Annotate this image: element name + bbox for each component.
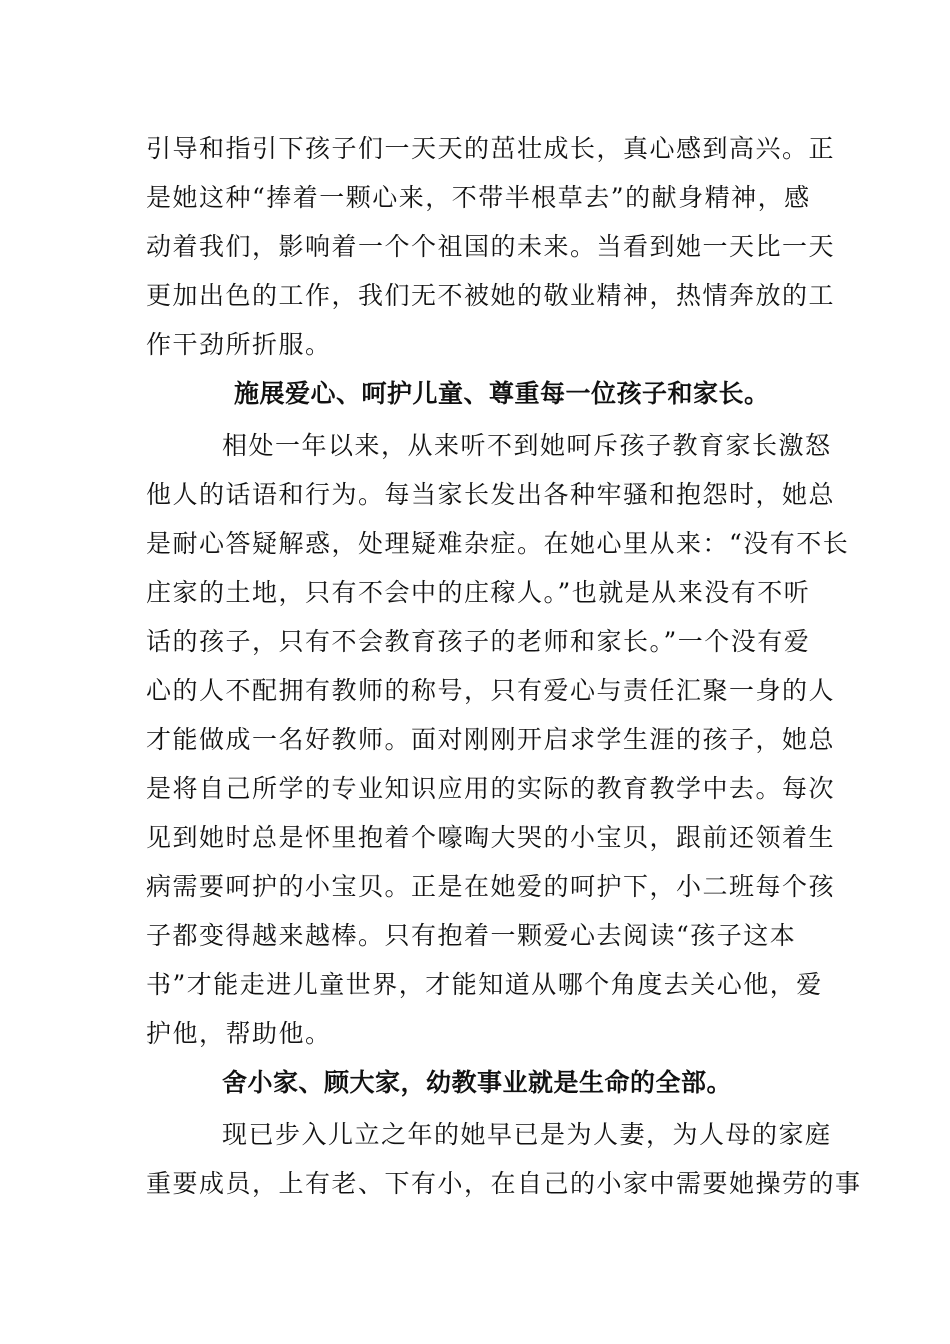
paragraph-line: 话的孩子，只有不会教育孩子的老师和家长。”一个没有爱 xyxy=(146,627,811,656)
paragraph-line: 是将自己所学的专业知识应用的实际的教育教学中去。每次 xyxy=(146,774,836,803)
paragraph-line: 动着我们，影响着一个个祖国的未来。当看到她一天比一天 xyxy=(146,232,836,261)
paragraph-line: 病需要呵护的小宝贝。正是在她爱的呵护下，小二班每个孩 xyxy=(146,872,836,901)
section-heading: 施展爱心、呵护儿童、尊重每一位孩子和家长。 xyxy=(234,379,770,408)
paragraph-line: 是她这种“捧着一颗心来，不带半根草去”的献身精神，感 xyxy=(146,183,811,212)
paragraph-line: 现已步入儿立之年的她早已是为人妻，为人母的家庭 xyxy=(222,1120,832,1149)
paragraph-line: 他人的话语和行为。每当家长发出各种牢骚和抱怨时，她总 xyxy=(146,480,836,509)
paragraph-line: 心的人不配拥有教师的称号，只有爱心与责任汇聚一身的人 xyxy=(146,676,836,705)
paragraph-line: 更加出色的工作，我们无不被她的敬业精神，热情奔放的工 xyxy=(146,281,836,310)
paragraph-line: 相处一年以来，从来听不到她呵斥孩子教育家长激怒 xyxy=(222,431,832,460)
paragraph-line: 引导和指引下孩子们一天天的茁壮成长，真心感到高兴。正 xyxy=(146,134,836,163)
paragraph-line: 见到她时总是怀里抱着个嚎啕大哭的小宝贝，跟前还领着生 xyxy=(146,823,836,852)
paragraph-line: 庄家的土地，只有不会中的庄稼人。”也就是从来没有不听 xyxy=(146,578,811,607)
paragraph-line: 子都变得越来越棒。只有抱着一颗爱心去阅读“孩子这本 xyxy=(146,921,797,950)
paragraph-line: 护他，帮助他。 xyxy=(146,1019,332,1048)
paragraph-line: 才能做成一名好教师。面对刚刚开启求学生涯的孩子，她总 xyxy=(146,725,836,754)
paragraph-line: 重要成员，上有老、下有小，在自己的小家中需要她操劳的事 xyxy=(146,1169,862,1198)
paragraph-line: 作干劲所折服。 xyxy=(146,330,332,359)
paragraph-line: 书”才能走进儿童世界，才能知道从哪个角度去关心他，爱 xyxy=(146,970,823,999)
section-heading: 舍小家、顾大家，幼教事业就是生命的全部。 xyxy=(222,1068,733,1097)
paragraph-line: 是耐心答疑解惑，处理疑难杂症。在她心里从来：“没有不长 xyxy=(146,529,850,558)
